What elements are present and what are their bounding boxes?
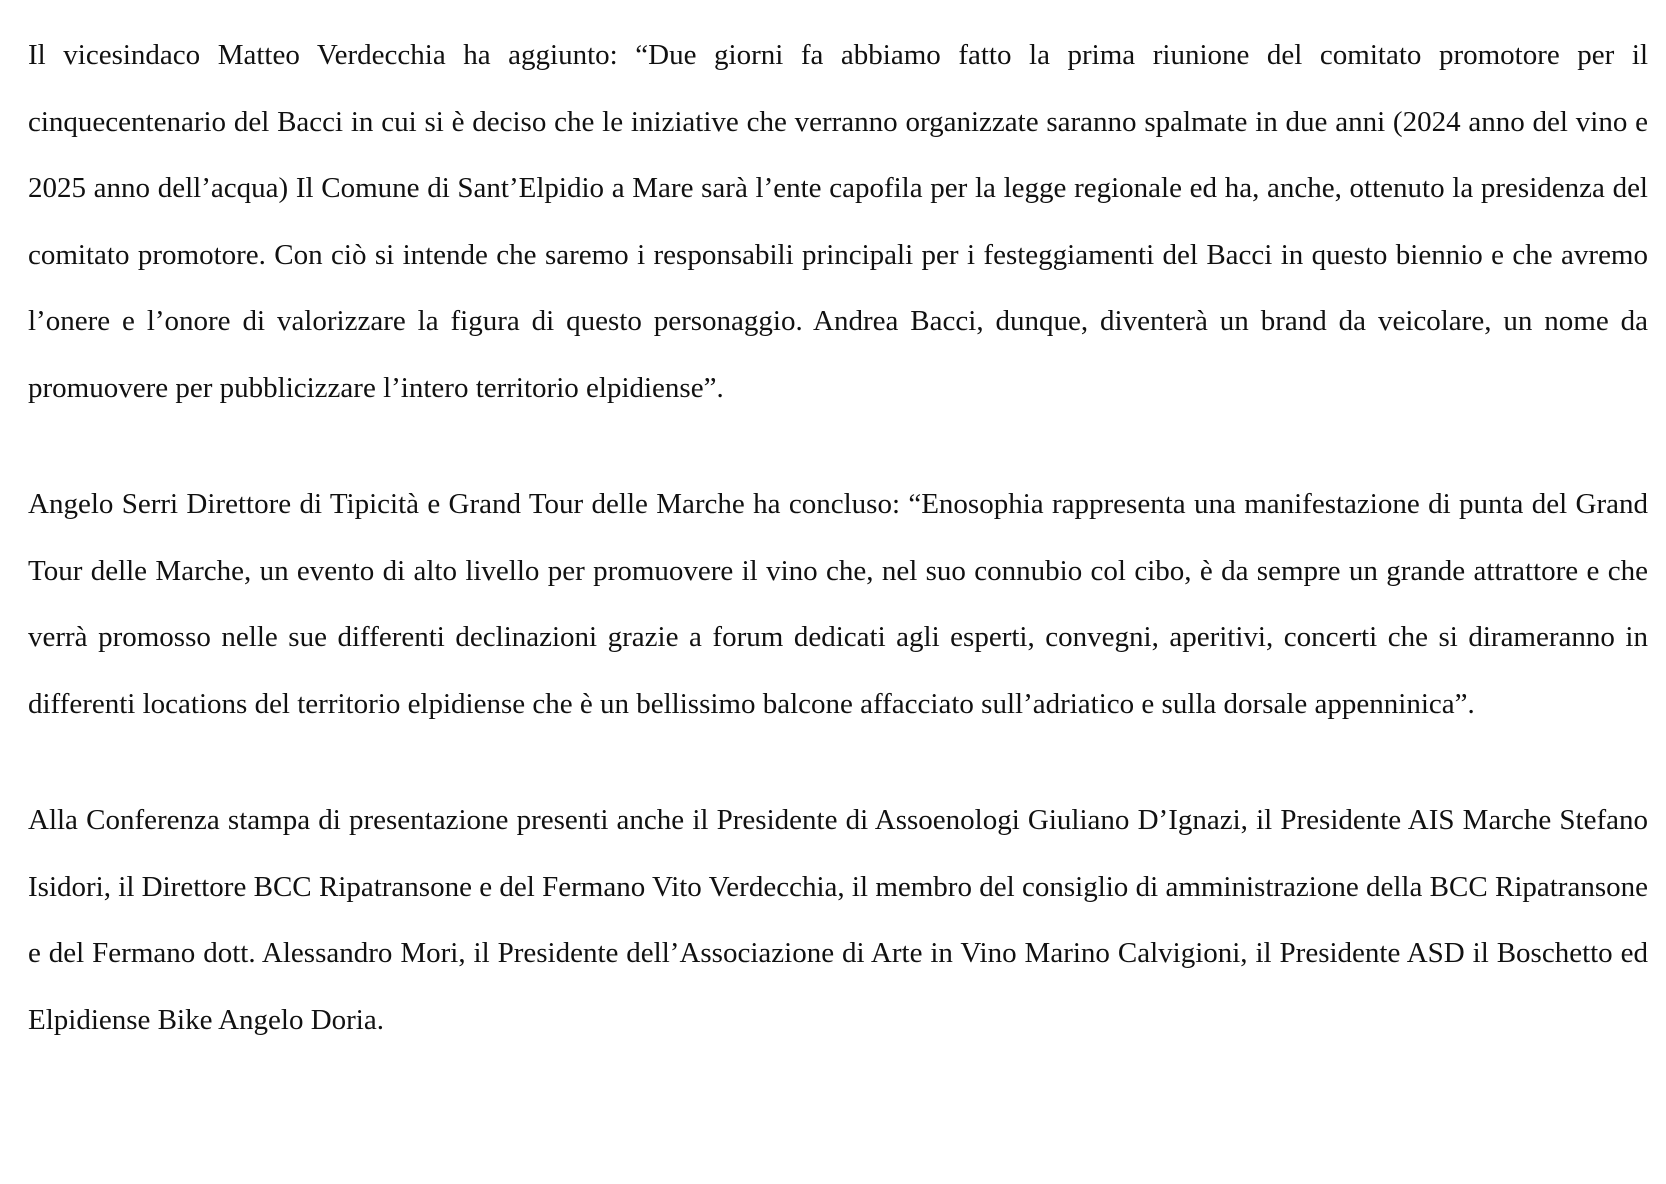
- paragraph-serri-quote: Angelo Serri Direttore di Tipicità e Grand Tour delle Marche ha concluso: “Enosophia rappresenta una manifestazione di punta del Grand Tour delle Marche, un evento di alto livello per promuovere il vino che, nel suo connubio col cibo, è da sempre un grande attrattore e che verrà promosso nelle sue differenti declinazioni grazie a forum dedicati agli esperti, convegni, aperitivi, concerti che si dirameranno in differenti locations del territorio elpidiense che è un bellissimo balcone affacciato sull’adriatico e sulla dorsale appenninica”.: [28, 488, 1648, 720]
- article-body: [28, 22, 1648, 1053]
- paragraph-attendees: Alla Conferenza stampa di presentazione presenti anche il Presidente di Assoenologi Giuliano D’Ignazi, il Presidente AIS Marche Stefano Isidori, il Direttore BCC Ripatransone e del Fermano Vito Verdecchia, il membro del consiglio di amministrazione della BCC Ripatransone e del Fermano dott. Alessandro Mori, il Presidente dell’Associazione di Arte in Vino Marino Calvigioni, il Presidente ASD il Boschetto ed Elpidiense Bike Angelo Doria.: [28, 804, 1648, 1036]
- paragraph-vicesindaco-quote: Il vicesindaco Matteo Verdecchia ha aggiunto: “Due giorni fa abbiamo fatto la prima riunione del comitato promotore per il cinquecentenario del Bacci in cui si è deciso che le iniziative che verranno organizzate saranno spalmate in due anni (2024 anno del vino e 2025 anno dell’acqua) Il Comune di Sant’Elpidio a Mare sarà l’ente capofila per la legge regionale ed ha, anche, ottenuto la presidenza del comitato promotore. Con ciò si intende che saremo i responsabili principali per i festeggiamenti del Bacci in questo biennio e che avremo l’onere e l’onore di valorizzare la figura di questo personaggio. Andrea Bacci, dunque, diventerà un brand da veicolare, un nome da promuovere per pubblicizzare l’intero territorio elpidiense”.: [28, 39, 1648, 404]
